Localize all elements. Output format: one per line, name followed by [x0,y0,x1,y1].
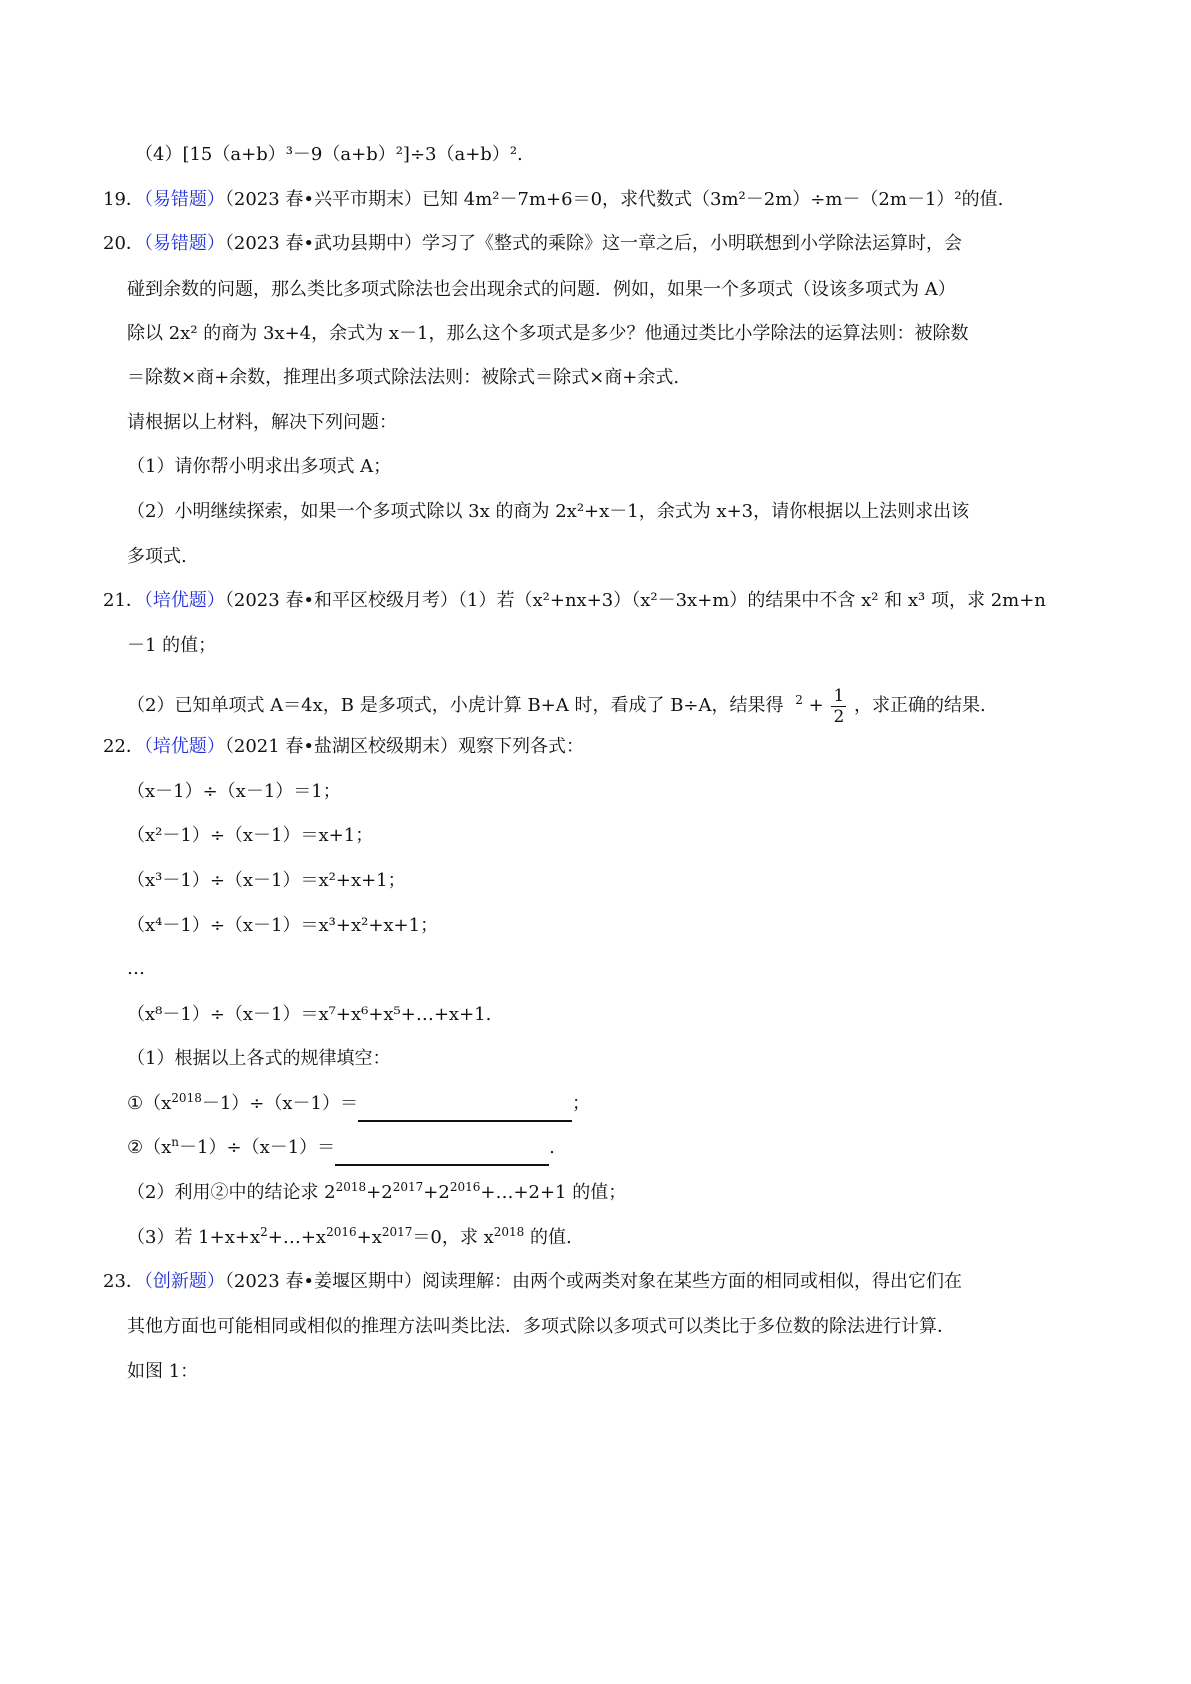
q23-number: 23． [103,1271,144,1292]
q20-line-8: 多项式. [127,546,187,567]
q21-line-3 [127,684,986,728]
q21-tag-link[interactable]: （培优题） [143,590,225,611]
q22-number: 22． [103,736,144,757]
q18-part4: （4）[15（a+b）³－9（a+b）²]÷3（a+b）². [135,144,523,165]
q22-intro: （2021 春•盐湖区校级期末）观察下列各式： [224,736,585,757]
q22-equation-5: （x⁸－1）÷（x－1）＝x⁷+x⁶+x⁵+…+x+1. [127,1004,492,1025]
p2-exp-3: 2016 [449,1180,481,1194]
q23-line-3: 如图 1： [127,1361,199,1382]
answer-blank-1[interactable] [358,1096,572,1122]
q21-power: 2 [795,693,803,707]
q23-tag-link[interactable]: （创新题） [143,1271,225,1292]
q21-line-2: －1 的值； [127,635,217,656]
q19-text: （2023 春•兴平市期末）已知 4m²－7m+6＝0，求代数式（3m²－2m）÷m－（2m－1）²的值. [224,189,1004,210]
q21-plus: + [808,695,824,716]
answer-blank-2[interactable] [335,1140,549,1166]
q23-line-2: 其他方面也可能相同或相似的推理方法叫类比法．多项式除以多项式可以类比于多位数的除法进行计算． [127,1316,955,1337]
q21-line-3-text: （2）已知单项式 A＝4x，B 是多项式，小虎计算 B+A 时，看成了 B÷A，结果得 [127,695,784,716]
p3-exp-3: 2017 [381,1225,413,1239]
p2-exp-1: 2018 [335,1180,367,1194]
q20-line-3: 除以 2x² 的商为 3x+4，余式为 x－1，那么这个多项式是多少？他通过类比小学除法的运算法则：被除数 [127,323,969,344]
q22-fill-2 [127,1136,555,1166]
q22-equation-2: （x²－1）÷（x－1）＝x+1； [127,825,374,846]
p3-text: （3）若 1+x+x [127,1227,261,1248]
q20-line-5: 请根据以上材料，解决下列问题： [127,412,397,433]
fill-1-middle: －1）÷（x－1）＝ [201,1093,358,1114]
q22-ellipsis: … [127,958,145,979]
p3-exp-4: 2018 [493,1225,525,1239]
p2-text: （2）利用②中的结论求 2 [127,1182,336,1203]
p2-exp-2: 2017 [392,1180,424,1194]
p3-exp-2: 2016 [326,1225,357,1239]
q20-line-2: 碰到余数的问题，那么类比多项式除法也会出现余式的问题．例如，如果一个多项式（设该多项式为 A） [127,279,956,300]
fraction-one-half [831,686,846,727]
q21-number: 21． [103,590,144,611]
p3-text: 的值. [524,1227,572,1248]
q22-equation-4: （x⁴－1）÷（x－1）＝x³+x²+x+1； [127,915,439,936]
q20-line-4: ＝除数×商+余数，推理出多项式除法法则：被除式＝除式×商+余式. [127,367,680,388]
q22-part-3 [127,1226,572,1250]
q20-line-7: （2）小明继续探索，如果一个多项式除以 3x 的商为 2x²+x－1，余式为 x+3，请你根据以上法则求出该 [127,501,970,522]
q20-tag-link[interactable]: （易错题） [143,233,225,254]
fill-1-prefix: ①（x [127,1093,172,1114]
fill-1-exponent: 2018 [171,1091,202,1105]
question-19 [103,188,1003,212]
question-20 [103,232,962,256]
q20-line-1: （2023 春•武功县期中）学习了《整式的乘除》这一章之后，小明联想到小学除法运算时，会 [224,233,963,254]
q22-tag-link[interactable]: （培优题） [143,736,225,757]
fraction-denominator: 2 [833,706,845,727]
fill-2-prefix: ②（x [127,1137,172,1158]
p3-text: +…+x [267,1227,327,1248]
fill-2-middle: －1）÷（x－1）＝ [179,1137,336,1158]
q23-line-1: （2023 春•姜堰区期中）阅读理解：由两个或两类对象在某些方面的相同或相似，得出它们在 [224,1271,963,1292]
p2-text: +2 [423,1182,450,1203]
q22-equation-1: （x－1）÷（x－1）＝1； [127,781,341,802]
q21-line-1: （2023 春•和平区校级月考）（1）若（x²+nx+3）（x²－3x+m）的结果中不含 x² 和 x³ 项，求 2m+n [224,590,1046,611]
fill-1-end: ； [571,1093,590,1114]
question-21 [103,589,1046,613]
question-23 [103,1270,962,1294]
q19-tag-link[interactable]: （易错题） [143,189,225,210]
p3-text: ＝0，求 x [412,1227,494,1248]
fill-2-end: . [549,1137,555,1158]
p2-text: +…+2+1 的值； [480,1182,627,1203]
fill-2-exponent: n [171,1135,180,1149]
fraction-numerator: 1 [833,685,845,706]
p3-exp-1: 2 [260,1225,268,1239]
q21-line-3-end: ，求正确的结果. [854,695,986,716]
p2-text: +2 [366,1182,393,1203]
q20-number: 20． [103,233,144,254]
q20-line-6: （1）请你帮小明求出多项式 A； [127,456,392,477]
q19-number: 19． [103,189,144,210]
q22-equation-3: （x³－1）÷（x－1）＝x²+x+1； [127,870,406,891]
question-22 [103,735,584,759]
q22-part-2 [127,1181,626,1205]
q22-fill-1 [127,1092,590,1122]
p3-text: +x [356,1227,382,1248]
q22-part-1: （1）根据以上各式的规律填空： [127,1048,391,1069]
